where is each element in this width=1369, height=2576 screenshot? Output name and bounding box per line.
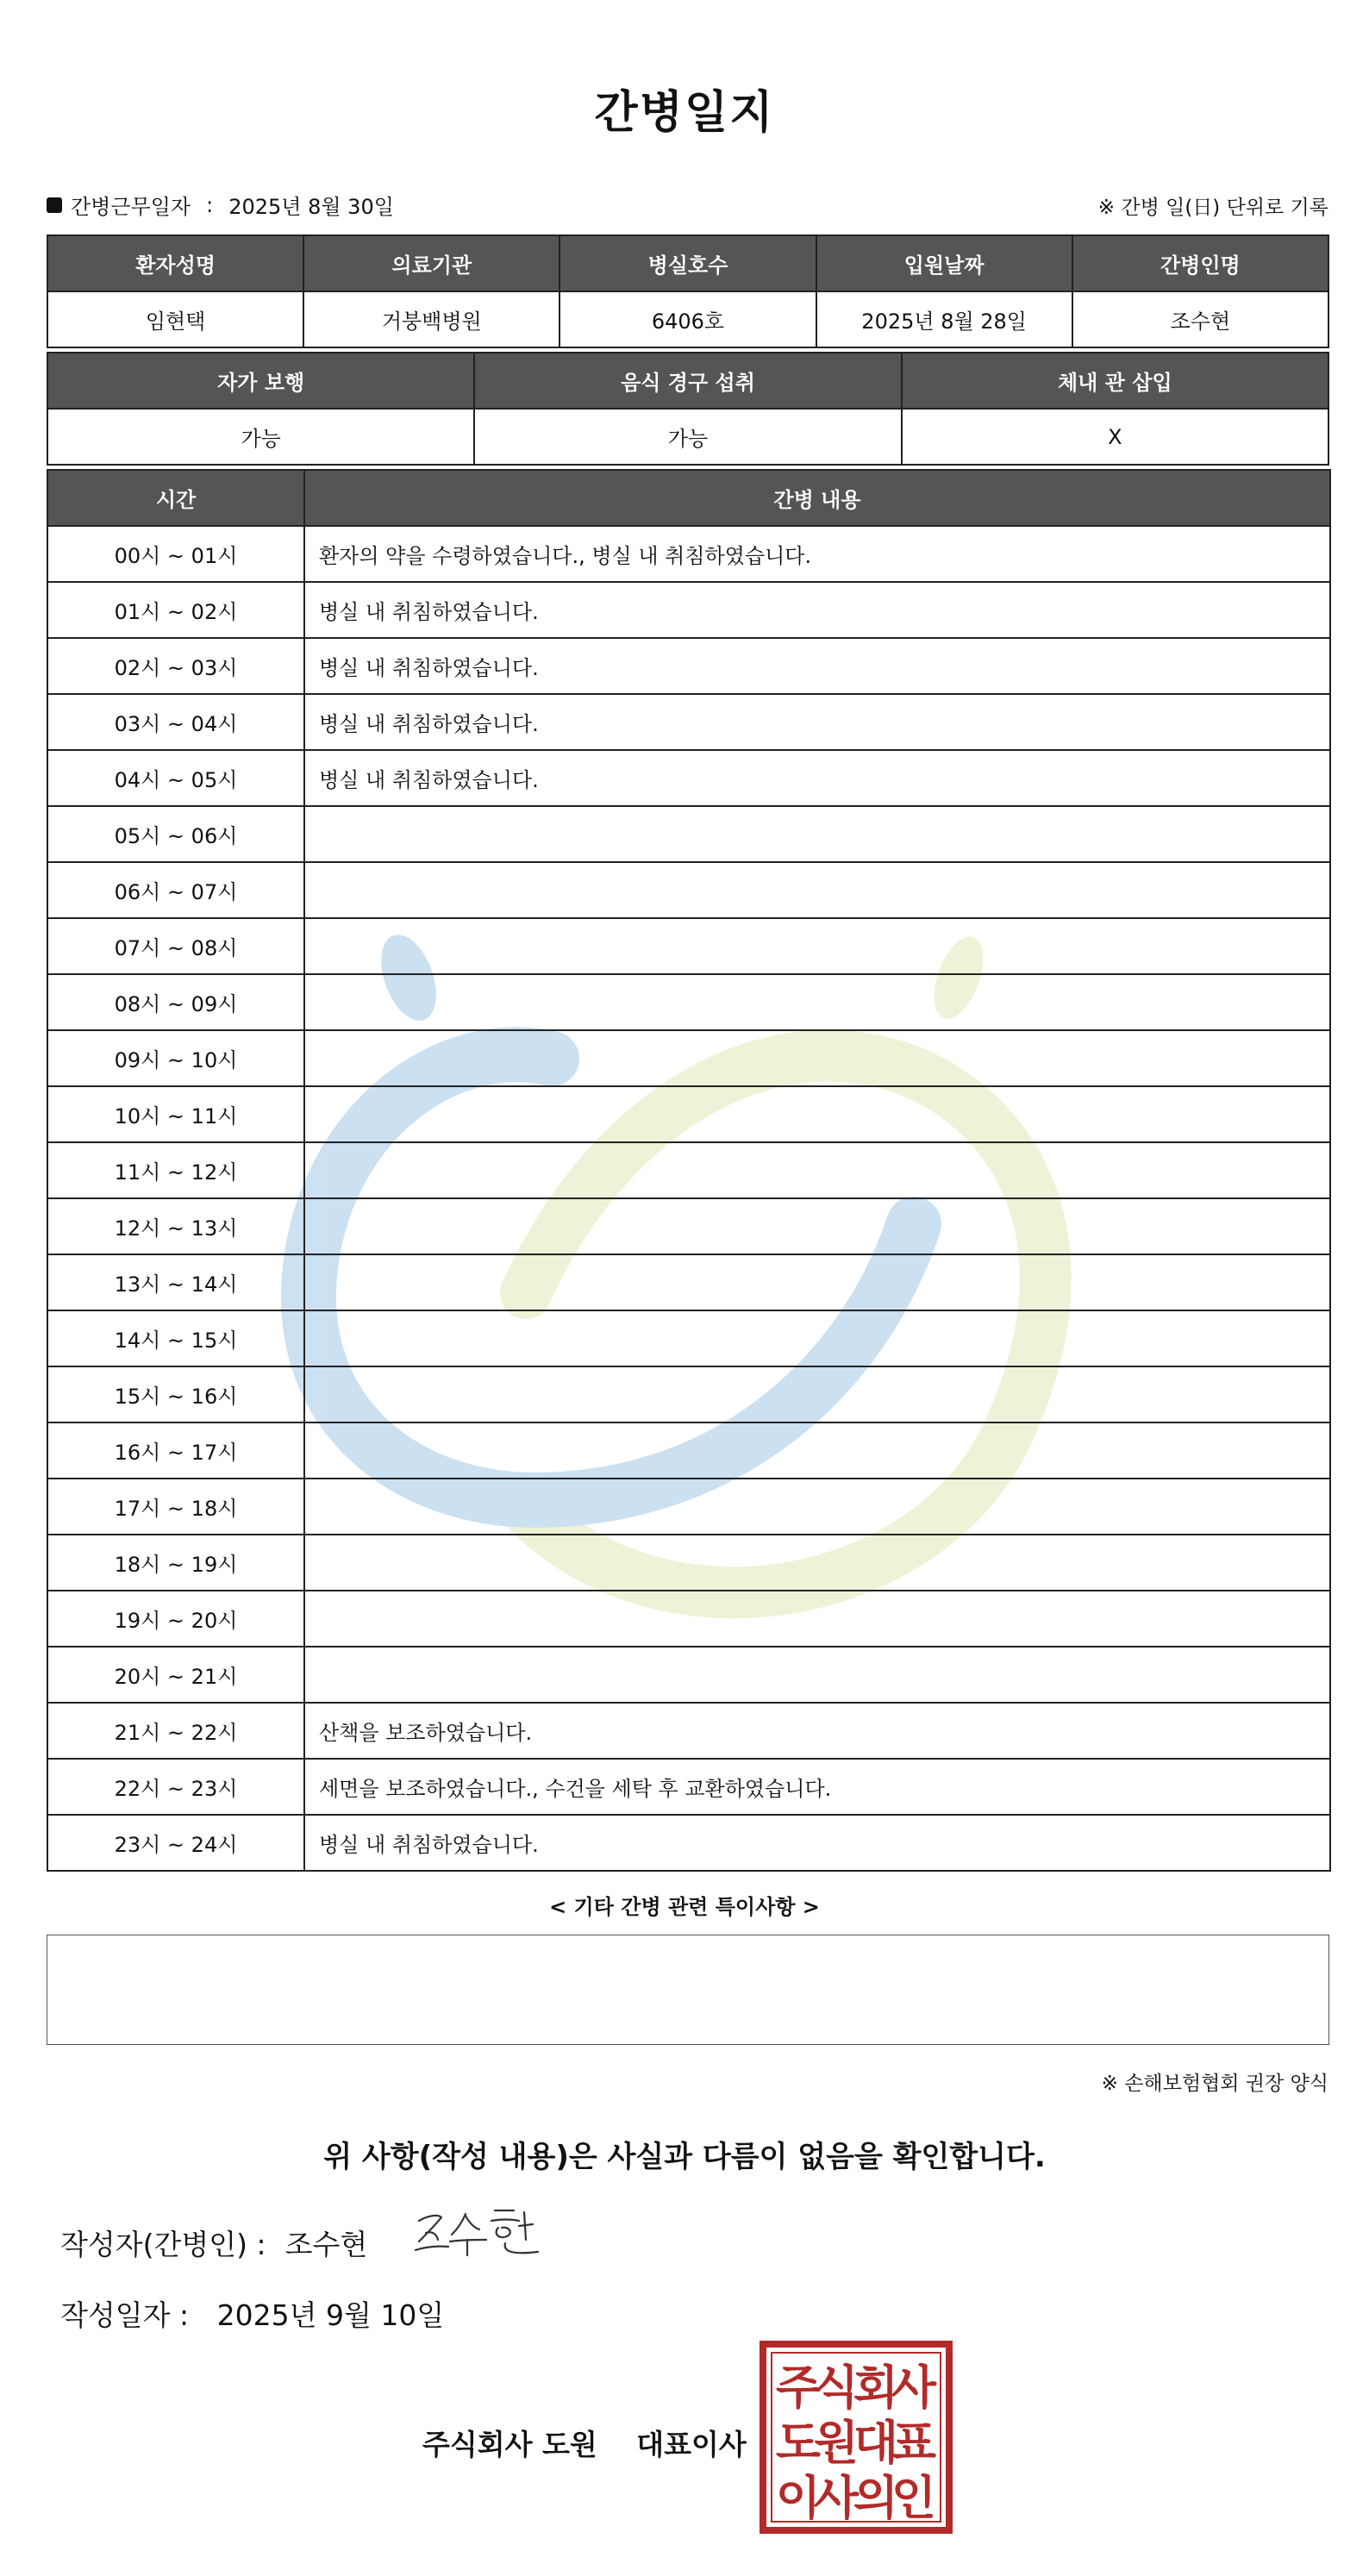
- company-name: 주식회사 도원: [422, 2428, 597, 2461]
- header-care-content: 간병 내용: [304, 470, 1330, 526]
- log-time-cell: 12시 ~ 13시: [47, 1198, 304, 1254]
- svg-text:식: 식: [813, 2360, 860, 2415]
- header-self-walking: 자가 보행: [47, 353, 474, 409]
- log-time-cell: 15시 ~ 16시: [47, 1366, 304, 1422]
- log-time-cell: 21시 ~ 22시: [47, 1703, 304, 1759]
- log-row: [47, 862, 1330, 918]
- log-content-cell: [304, 1254, 1330, 1310]
- work-date-label: 간병근무일자: [71, 195, 191, 219]
- caregiver-name: 조수현: [1072, 291, 1328, 347]
- log-time-cell: 08시 ~ 09시: [47, 974, 304, 1030]
- patient-status-table: [47, 352, 1329, 466]
- svg-text:의: 의: [853, 2471, 899, 2525]
- log-time-cell: 00시 ~ 01시: [47, 526, 304, 582]
- svg-text:원: 원: [813, 2416, 860, 2470]
- log-row: [47, 1086, 1330, 1142]
- log-row: [47, 750, 1330, 806]
- log-row: [47, 1591, 1330, 1647]
- log-row: [47, 974, 1330, 1030]
- work-date: [47, 190, 394, 220]
- header-room: 병실호수: [559, 235, 816, 291]
- log-content-cell: [304, 1142, 1330, 1198]
- log-row: [47, 526, 1330, 582]
- log-time-cell: 23시 ~ 24시: [47, 1815, 304, 1871]
- header-tube-insertion: 체내 관 삽입: [902, 353, 1328, 409]
- written-date-label: 작성일자 :: [60, 2298, 190, 2332]
- written-date-line: [60, 2293, 444, 2334]
- log-row: [47, 1310, 1330, 1366]
- patient-header-row: [47, 235, 1328, 291]
- log-row: [47, 918, 1330, 974]
- log-time-cell: 09시 ~ 10시: [47, 1030, 304, 1086]
- log-row: [47, 638, 1330, 694]
- log-content-cell: [304, 1198, 1330, 1254]
- square-bullet-icon: [47, 197, 62, 213]
- log-row: [47, 1647, 1330, 1703]
- care-log-table: [47, 469, 1331, 1872]
- log-header-row: [47, 470, 1330, 526]
- log-row: [47, 806, 1330, 862]
- writer-name: 조수현: [284, 2228, 368, 2261]
- patient-name: 임현택: [47, 291, 303, 347]
- log-content-cell: [304, 1030, 1330, 1086]
- log-time-cell: 05시 ~ 06시: [47, 806, 304, 862]
- log-time-cell: 14시 ~ 15시: [47, 1310, 304, 1366]
- log-row: [47, 1479, 1330, 1535]
- log-time-cell: 01시 ~ 02시: [47, 582, 304, 638]
- header-oral-intake: 음식 경구 섭취: [474, 353, 901, 409]
- header-time: 시간: [47, 470, 304, 526]
- log-content-cell: 병실 내 취침하였습니다.: [304, 582, 1330, 638]
- work-date-colon: :: [206, 192, 214, 217]
- handwritten-signature: [412, 2202, 541, 2262]
- room-number: 6406호: [559, 291, 816, 347]
- svg-text:인: 인: [891, 2471, 937, 2525]
- log-time-cell: 03시 ~ 04시: [47, 694, 304, 750]
- log-time-cell: 19시 ~ 20시: [47, 1591, 304, 1647]
- log-content-cell: [304, 806, 1330, 862]
- log-row: [47, 1366, 1330, 1422]
- header-admission-date: 입원날짜: [816, 235, 1072, 291]
- log-row: [47, 1198, 1330, 1254]
- log-time-cell: 13시 ~ 14시: [47, 1254, 304, 1310]
- log-content-cell: [304, 918, 1330, 974]
- log-row: [47, 1815, 1330, 1871]
- log-content-cell: [304, 1535, 1330, 1591]
- header-institution: 의료기관: [303, 235, 559, 291]
- log-time-cell: 04시 ~ 05시: [47, 750, 304, 806]
- log-row: [47, 1030, 1330, 1086]
- svg-text:주: 주: [775, 2360, 822, 2415]
- confirmation-statement: 위 사항(작성 내용)은 사실과 다름이 없음을 확인합니다.: [323, 2140, 1046, 2174]
- svg-text:이: 이: [775, 2471, 822, 2525]
- log-content-cell: 산책을 보조하였습니다.: [304, 1703, 1330, 1759]
- log-content-cell: 환자의 약을 수령하였습니다., 병실 내 취침하였습니다.: [304, 526, 1330, 582]
- special-notes-label: < 기타 간병 관련 특이사항 >: [549, 1895, 820, 1919]
- log-content-cell: [304, 974, 1330, 1030]
- oral-intake-value: 가능: [474, 409, 901, 465]
- log-content-cell: [304, 1366, 1330, 1422]
- status-value-row: [47, 409, 1328, 465]
- svg-text:표: 표: [891, 2416, 937, 2470]
- log-content-cell: 병실 내 취침하였습니다.: [304, 638, 1330, 694]
- log-time-cell: 18시 ~ 19시: [47, 1535, 304, 1591]
- log-content-cell: [304, 1086, 1330, 1142]
- company-title: 대표이사: [636, 2428, 747, 2461]
- institution: 거붕백병원: [303, 291, 559, 347]
- log-row: [47, 582, 1330, 638]
- association-note: ※ 손해보험협회 권장 양식: [1101, 2073, 1328, 2095]
- log-content-cell: 세면을 보조하였습니다., 수건을 세탁 후 교환하였습니다.: [304, 1759, 1330, 1815]
- company-line: [422, 2423, 747, 2463]
- log-row: [47, 1535, 1330, 1591]
- self-walking-value: 가능: [47, 409, 474, 465]
- log-content-cell: 병실 내 취침하였습니다.: [304, 750, 1330, 806]
- log-content-cell: [304, 1591, 1330, 1647]
- log-row: [47, 1142, 1330, 1198]
- svg-text:사: 사: [891, 2360, 937, 2415]
- svg-text:사: 사: [813, 2471, 860, 2525]
- written-date-value: 2025년 9월 10일: [216, 2298, 445, 2332]
- status-header-row: [47, 353, 1328, 409]
- special-notes-box: [47, 1935, 1329, 2045]
- header-patient-name: 환자성명: [47, 235, 303, 291]
- log-time-cell: 22시 ~ 23시: [47, 1759, 304, 1815]
- work-date-value: 2025년 8월 30일: [228, 195, 394, 219]
- log-time-cell: 17시 ~ 18시: [47, 1479, 304, 1535]
- log-time-cell: 16시 ~ 17시: [47, 1422, 304, 1479]
- log-content-cell: [304, 862, 1330, 918]
- log-row: [47, 694, 1330, 750]
- log-content-cell: [304, 1310, 1330, 1366]
- page-title: 간병일지: [594, 87, 775, 139]
- svg-text:회: 회: [853, 2360, 899, 2415]
- log-row: [47, 1703, 1330, 1759]
- log-time-cell: 20시 ~ 21시: [47, 1647, 304, 1703]
- svg-text:도: 도: [775, 2416, 822, 2470]
- log-row: [47, 1759, 1330, 1815]
- unit-note: ※ 간병 일(日) 단위로 기록: [1097, 197, 1328, 219]
- tube-insertion-value: X: [902, 409, 1328, 465]
- writer-label: 작성자(간병인) :: [60, 2228, 266, 2261]
- header-caregiver-name: 간병인명: [1072, 235, 1328, 291]
- company-seal-stamp: [759, 2340, 953, 2535]
- log-time-cell: 02시 ~ 03시: [47, 638, 304, 694]
- patient-info-table: [47, 234, 1329, 348]
- log-row: [47, 1254, 1330, 1310]
- log-time-cell: 07시 ~ 08시: [47, 918, 304, 974]
- admission-date: 2025년 8월 28일: [816, 291, 1072, 347]
- log-content-cell: 병실 내 취침하였습니다.: [304, 694, 1330, 750]
- writer-line: [60, 2223, 367, 2263]
- log-content-cell: [304, 1422, 1330, 1479]
- patient-value-row: [47, 291, 1328, 347]
- log-time-cell: 06시 ~ 07시: [47, 862, 304, 918]
- log-row: [47, 1422, 1330, 1479]
- log-content-cell: [304, 1479, 1330, 1535]
- svg-text:대: 대: [853, 2416, 899, 2470]
- log-content-cell: 병실 내 취침하였습니다.: [304, 1815, 1330, 1871]
- log-time-cell: 10시 ~ 11시: [47, 1086, 304, 1142]
- log-time-cell: 11시 ~ 12시: [47, 1142, 304, 1198]
- log-content-cell: [304, 1647, 1330, 1703]
